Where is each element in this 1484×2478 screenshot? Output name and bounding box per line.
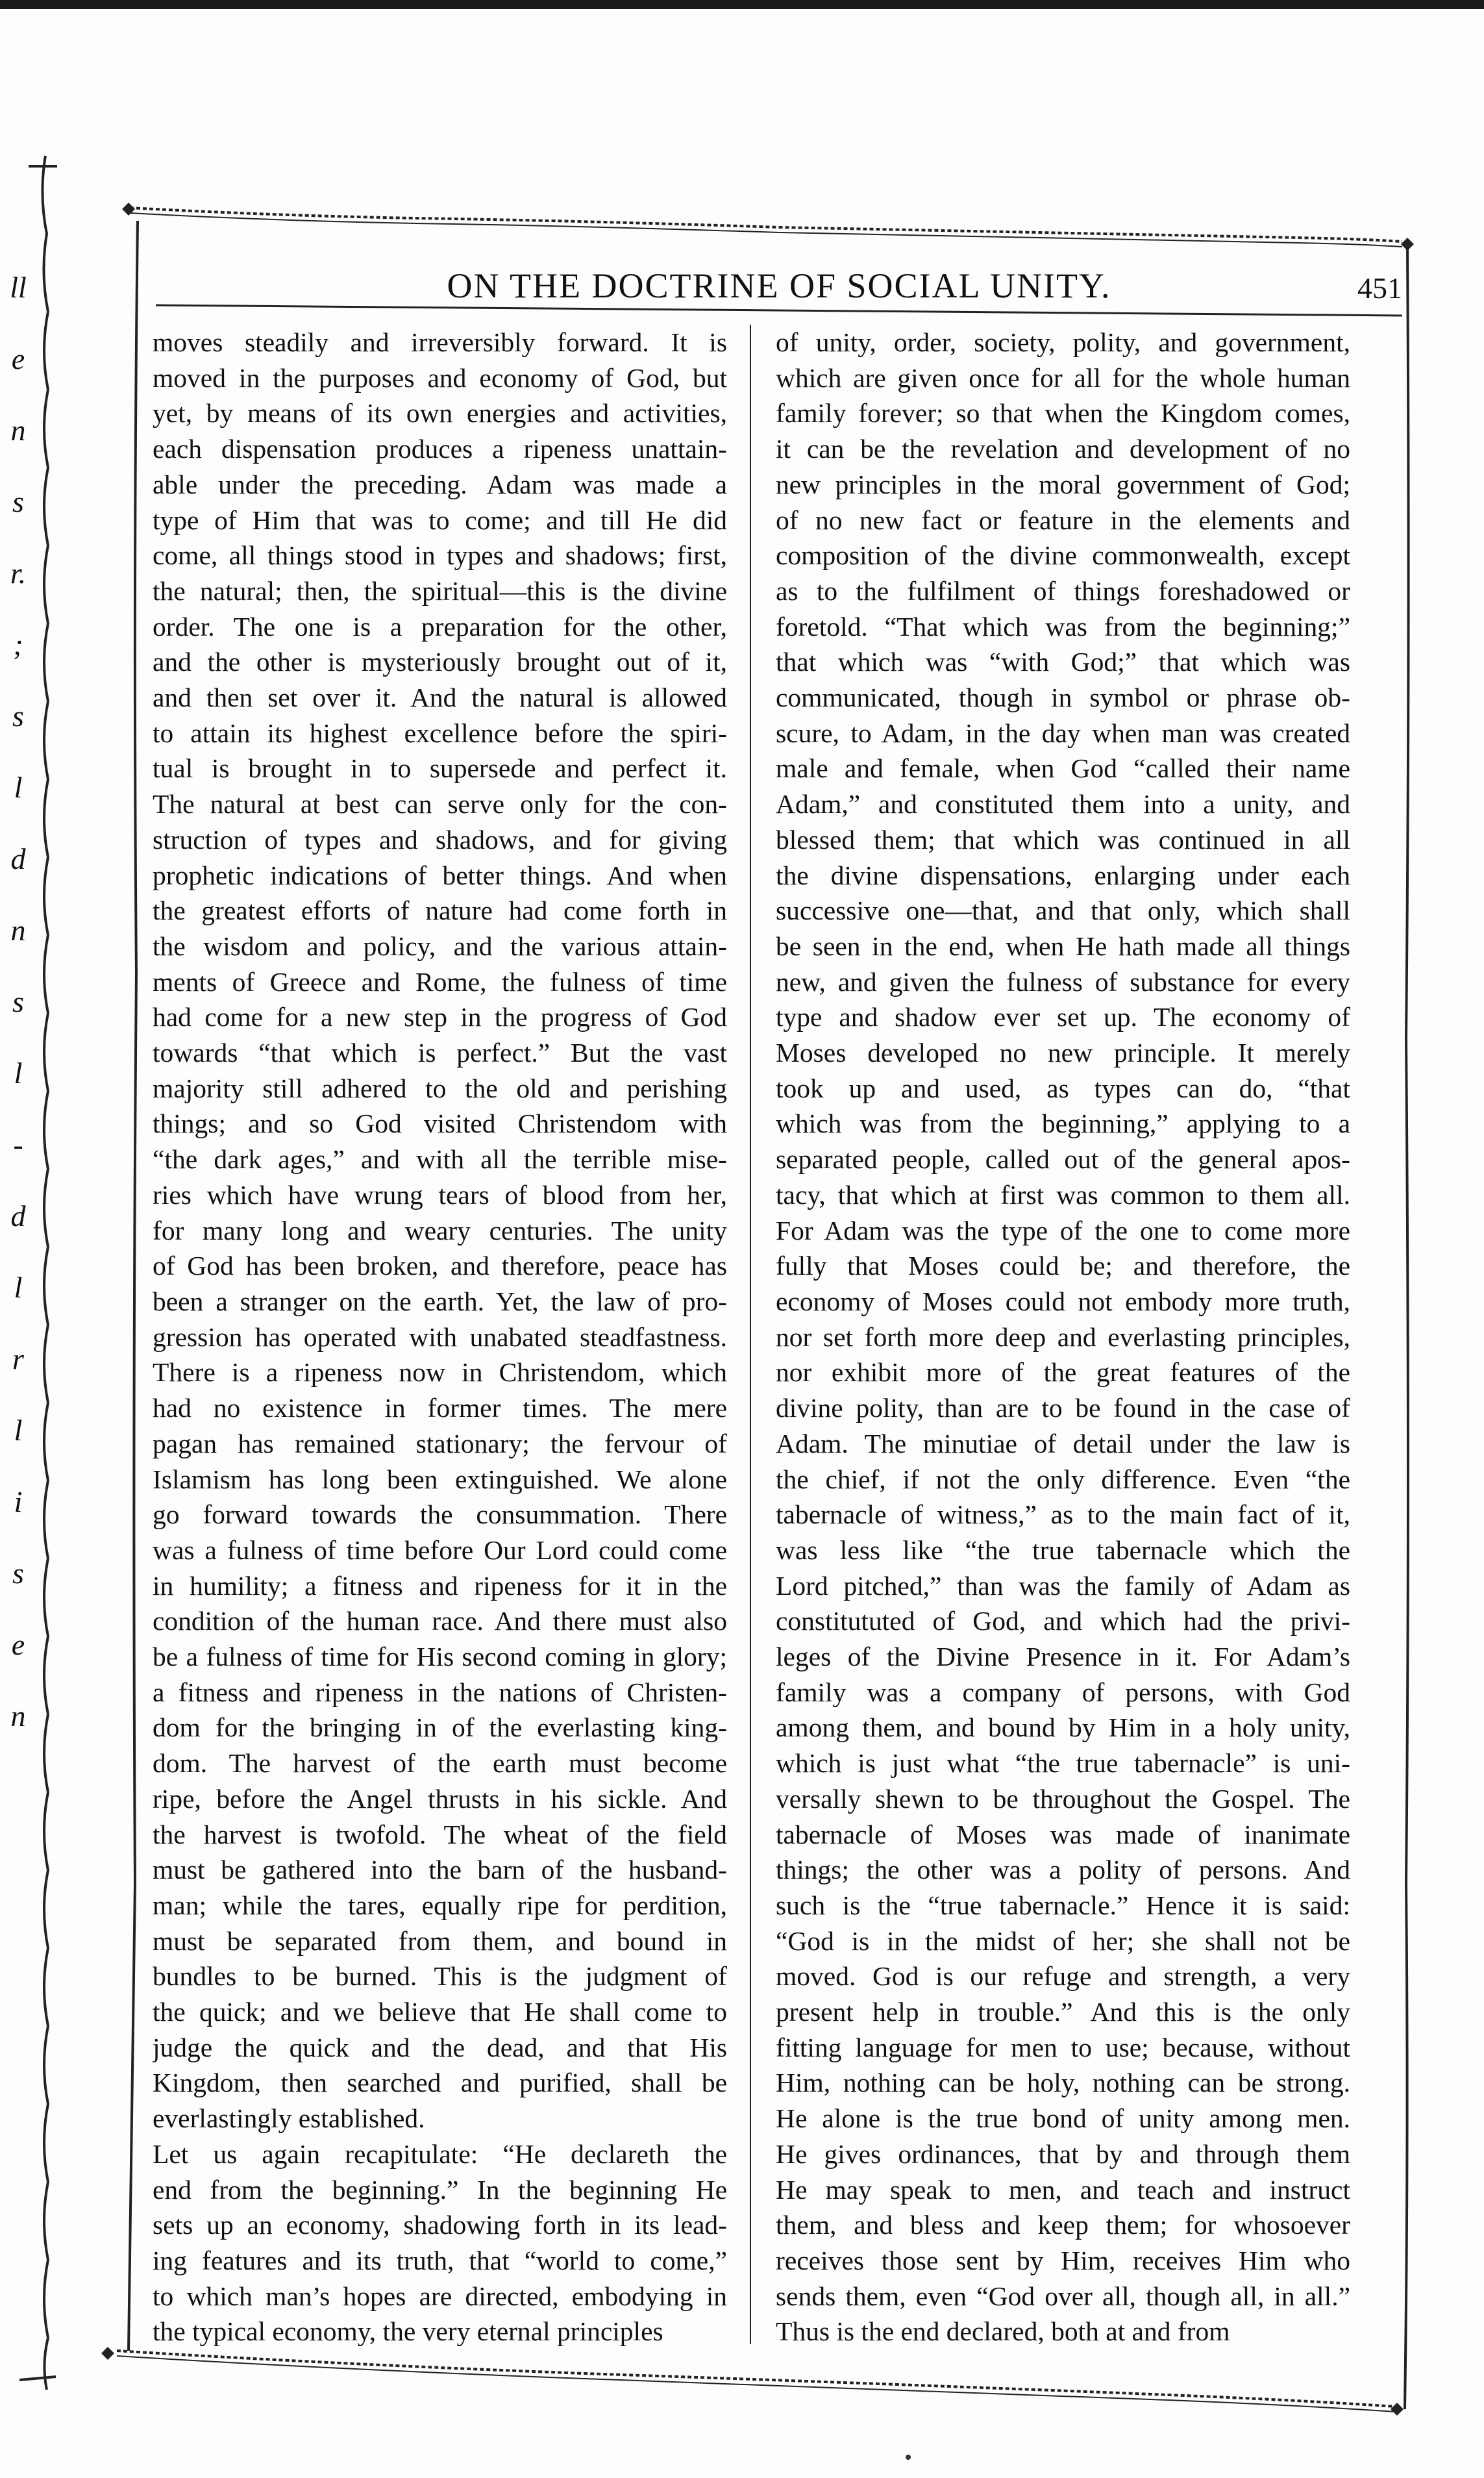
text-line: Adam,” and constituted them into a unity, and bbox=[776, 789, 1350, 820]
adjacent-page-char: s bbox=[12, 1557, 24, 1590]
text-line: them, and bless and keep them; for whosoever bbox=[776, 2210, 1350, 2240]
page-number: 451 bbox=[1357, 271, 1402, 305]
text-line: economy of Moses could not embody more truth, bbox=[776, 1286, 1350, 1316]
text-line: receives those sent by Him, receives Him who bbox=[776, 2245, 1350, 2275]
text-line: For Adam was the type of the one to come more bbox=[776, 1215, 1350, 1245]
text-line: fully that Moses could be; and therefore, the bbox=[776, 1251, 1350, 1281]
text-line: majority still adhered to the old and perishing bbox=[153, 1073, 727, 1103]
adjacent-page-char: l bbox=[14, 1057, 23, 1090]
text-line: a fitness and ripeness in the nations of Christen- bbox=[153, 1677, 727, 1707]
text-line: had no existence in former times. The mere bbox=[153, 1393, 727, 1423]
text-line: had come for a new step in the progress of God bbox=[153, 1002, 727, 1032]
text-line: everlastingly established. bbox=[153, 2103, 425, 2134]
text-line: and then set over it. And the natural is allowed bbox=[153, 682, 727, 713]
text-line: He gives ordinances, that by and through them bbox=[776, 2138, 1350, 2169]
text-line: Adam. The minutiae of detail under the law is bbox=[776, 1428, 1350, 1458]
page-title: ON THE DOCTRINE OF SOCIAL UNITY. bbox=[447, 266, 1111, 305]
text-line: come, all things stood in types and shadows; first, bbox=[153, 540, 727, 571]
text-line: Moses developed no new principle. It merely bbox=[776, 1038, 1350, 1068]
adjacent-page-char: s bbox=[12, 699, 24, 732]
text-line: struction of types and shadows, and for giving bbox=[153, 824, 727, 855]
adjacent-page-char: r. bbox=[10, 557, 27, 590]
text-line: the typical economy, the very eternal principles bbox=[153, 2316, 663, 2347]
text-line: the greatest efforts of nature had come forth in bbox=[153, 895, 727, 926]
text-line: tual is brought in to supersede and perfect it. bbox=[153, 753, 727, 784]
left-text-column bbox=[153, 325, 727, 2349]
stray-ink-mark bbox=[906, 2455, 911, 2460]
text-line: “the dark ages,” and with all the terrible mise- bbox=[153, 1144, 727, 1175]
text-line: man; while the tares, equally ripe for perdition, bbox=[153, 1890, 727, 1920]
text-line: was less like “the true tabernacle which the bbox=[776, 1534, 1350, 1565]
text-line: which is just what “the true tabernacle” is uni- bbox=[776, 1748, 1350, 1779]
text-line: Kingdom, then searched and purified, shall be bbox=[153, 2068, 727, 2098]
text-line: the natural; then, the spiritual—this is the divine bbox=[153, 575, 727, 606]
text-line: the harvest is twofold. The wheat of the field bbox=[153, 1819, 727, 1849]
adjacent-page-char: n bbox=[10, 414, 26, 447]
text-line: it can be the revelation and development of no bbox=[776, 434, 1350, 464]
text-line: the divine dispensations, enlarging under each bbox=[776, 860, 1350, 890]
text-line: must be gathered into the barn of the husband- bbox=[153, 1855, 727, 1885]
text-line: been a stranger on the earth. Yet, the law of pro- bbox=[153, 1286, 727, 1316]
adjacent-page-strip bbox=[0, 0, 65, 2478]
adjacent-page-char: n bbox=[10, 914, 26, 947]
text-line: tacy, that which at first was common to them all. bbox=[776, 1179, 1350, 1210]
text-line: leges of the Divine Presence in it. For Adam’s bbox=[776, 1642, 1350, 1672]
text-line: Thus is the end declared, both at and from bbox=[776, 2316, 1230, 2347]
text-line: for many long and weary centuries. The unity bbox=[153, 1215, 727, 1245]
text-line: sets up an economy, shadowing forth in its lead- bbox=[153, 2210, 727, 2240]
text-line: He may speak to men, and teach and instruct bbox=[776, 2174, 1350, 2205]
text-line: towards “that which is perfect.” But the vast bbox=[153, 1038, 727, 1068]
text-line: dom. The harvest of the earth must become bbox=[153, 1748, 727, 1779]
text-line: new principles in the moral government of God; bbox=[776, 469, 1350, 499]
text-line: type of Him that was to come; and till He did bbox=[153, 505, 727, 535]
adjacent-page-char: s bbox=[12, 485, 24, 518]
adjacent-page-char: d bbox=[10, 1199, 26, 1233]
adjacent-page-char: e bbox=[11, 342, 25, 375]
text-line: as to the fulfilment of things foreshadowed or bbox=[776, 575, 1350, 606]
text-line: of God has been broken, and therefore, peace has bbox=[153, 1251, 727, 1281]
text-line: the quick; and we believe that He shall come to bbox=[153, 1997, 727, 2027]
text-line: fitting language for men to use; because, without bbox=[776, 2032, 1350, 2062]
text-line: dom for the bringing in of the everlasting king- bbox=[153, 1712, 727, 1743]
text-line: to attain its highest excellence before the spiri- bbox=[153, 718, 727, 748]
text-line: constitututed of God, and which had the privi- bbox=[776, 1606, 1350, 1636]
text-line: Islamism has long been extinguished. We alone bbox=[153, 1464, 727, 1494]
text-line: Him, nothing can be holy, nothing can be strong. bbox=[776, 2068, 1350, 2098]
text-line: order. The one is a preparation for the other, bbox=[153, 611, 727, 642]
adjacent-page-char: - bbox=[13, 1128, 23, 1161]
text-line: ments of Greece and Rome, the fulness of time bbox=[153, 966, 727, 997]
text-line: was a fulness of time before Our Lord could come bbox=[153, 1534, 727, 1565]
text-line: “God is in the midst of her; she shall not be bbox=[776, 1925, 1350, 1956]
text-line: communicated, though in symbol or phrase ob- bbox=[776, 682, 1350, 713]
text-line: moved. God is our refuge and strength, a very bbox=[776, 1961, 1350, 1992]
text-line: that which was “with God;” that which was bbox=[776, 647, 1350, 677]
text-line: among them, and bound by Him in a holy unity, bbox=[776, 1712, 1350, 1743]
text-line: successive one—that, and that only, which shall bbox=[776, 895, 1350, 926]
adjacent-page-char: s bbox=[12, 985, 24, 1018]
text-line: tabernacle of Moses was made of inanimate bbox=[776, 1819, 1350, 1849]
text-line: nor exhibit more of the great features of the bbox=[776, 1357, 1350, 1388]
text-line: nor set forth more deep and everlasting principles, bbox=[776, 1321, 1350, 1352]
adjacent-page-char: l bbox=[14, 1271, 23, 1304]
text-line: judge the quick and the dead, and that His bbox=[153, 2032, 727, 2062]
text-line: composition of the divine commonwealth, except bbox=[776, 540, 1350, 571]
adjacent-page-char: l bbox=[14, 1414, 23, 1447]
text-line: must be separated from them, and bound in bbox=[153, 1925, 727, 1956]
text-line: Let us again recapitulate: “He declareth the bbox=[153, 2138, 727, 2169]
adjacent-page-char: i bbox=[14, 1485, 23, 1518]
text-line: new, and given the fulness of substance for every bbox=[776, 966, 1350, 997]
text-line: be seen in the end, when He hath made all things bbox=[776, 931, 1350, 961]
right-text-column bbox=[776, 325, 1350, 2349]
running-header bbox=[156, 263, 1402, 308]
text-line: moved in the purposes and economy of God, but bbox=[153, 362, 727, 393]
text-line: tabernacle of witness,” as to the main fact of it, bbox=[776, 1499, 1350, 1530]
text-line: each dispensation produces a ripeness unattain- bbox=[153, 434, 727, 464]
text-line: of unity, order, society, polity, and government, bbox=[776, 327, 1350, 357]
text-line: gression has operated with unabated steadfastness. bbox=[153, 1321, 727, 1352]
text-line: condition of the human race. And there must also bbox=[153, 1606, 727, 1636]
text-line: end from the beginning.” In the beginning He bbox=[153, 2174, 727, 2205]
text-line: prophetic indications of better things. And when bbox=[153, 860, 727, 890]
text-line: pagan has remained stationary; the fervour of bbox=[153, 1428, 727, 1458]
text-line: male and female, when God “called their name bbox=[776, 753, 1350, 784]
text-line: things; and so God visited Christendom with bbox=[153, 1108, 727, 1139]
text-line: bundles to be burned. This is the judgment of bbox=[153, 1961, 727, 1992]
text-line: able under the preceding. Adam was made a bbox=[153, 469, 727, 499]
text-line: in humility; a fitness and ripeness for it in the bbox=[153, 1570, 727, 1601]
text-line: which are given once for all for the whole human bbox=[776, 362, 1350, 393]
text-line: versally shewn to be throughout the Gospel. The bbox=[776, 1783, 1350, 1814]
text-line: present help in trouble.” And this is the only bbox=[776, 1997, 1350, 2027]
adjacent-page-char: ll bbox=[10, 271, 27, 304]
text-line: family was a company of persons, with God bbox=[776, 1677, 1350, 1707]
text-line: He alone is the true bond of unity among men. bbox=[776, 2103, 1350, 2134]
adjacent-page-char: d bbox=[10, 842, 26, 875]
text-line: divine polity, than are to be found in the case of bbox=[776, 1393, 1350, 1423]
text-line: foretold. “That which was from the beginning;” bbox=[776, 611, 1350, 642]
text-line: such is the “true tabernacle.” Hence it is said: bbox=[776, 1890, 1350, 1920]
text-line: ries which have wrung tears of blood from her, bbox=[153, 1179, 727, 1210]
text-line: be a fulness of time for His second coming in glory; bbox=[153, 1642, 727, 1672]
text-line: the chief, if not the only difference. Even “the bbox=[776, 1464, 1350, 1494]
text-line: things; the other was a polity of persons. And bbox=[776, 1855, 1350, 1885]
text-line: ing features and its truth, that “world to come,” bbox=[153, 2245, 727, 2275]
text-line: separated people, called out of the general apos- bbox=[776, 1144, 1350, 1175]
top-page-edge bbox=[0, 0, 1484, 9]
text-line: moves steadily and irreversibly forward. It is bbox=[153, 327, 727, 357]
text-line: ripe, before the Angel thrusts in his sickle. And bbox=[153, 1783, 727, 1814]
text-line: scure, to Adam, in the day when man was created bbox=[776, 718, 1350, 748]
text-line: There is a ripeness now in Christendom, which bbox=[153, 1357, 727, 1388]
text-line: the wisdom and policy, and the various attain- bbox=[153, 931, 727, 961]
adjacent-page-char: r bbox=[12, 1342, 24, 1375]
adjacent-page-char: e bbox=[11, 1628, 25, 1661]
text-line: and the other is mysteriously brought out of it, bbox=[153, 647, 727, 677]
text-line: type and shadow ever set up. The economy of bbox=[776, 1002, 1350, 1032]
text-line: blessed them; that which was continued in all bbox=[776, 824, 1350, 855]
text-line: sends them, even “God over all, though all, in all.” bbox=[776, 2281, 1350, 2311]
text-line: to which man’s hopes are directed, embodying in bbox=[153, 2281, 727, 2311]
adjacent-page-char: l bbox=[14, 771, 23, 804]
adjacent-page-char: n bbox=[10, 1699, 26, 1733]
text-line: which was from the beginning,” applying to a bbox=[776, 1108, 1350, 1139]
column-divider bbox=[750, 325, 751, 2344]
text-line: Lord pitched,” than was the family of Adam as bbox=[776, 1570, 1350, 1601]
text-line: family forever; so that when the Kingdom comes, bbox=[776, 398, 1350, 429]
text-line: yet, by means of its own energies and activities, bbox=[153, 398, 727, 429]
text-line: took up and used, as types can do, “that bbox=[776, 1073, 1350, 1103]
text-line: of no new fact or feature in the elements and bbox=[776, 505, 1350, 535]
text-line: The natural at best can serve only for the con- bbox=[153, 789, 727, 820]
adjacent-page-char: ; bbox=[13, 628, 23, 661]
text-line: go forward towards the consummation. There bbox=[153, 1499, 727, 1530]
